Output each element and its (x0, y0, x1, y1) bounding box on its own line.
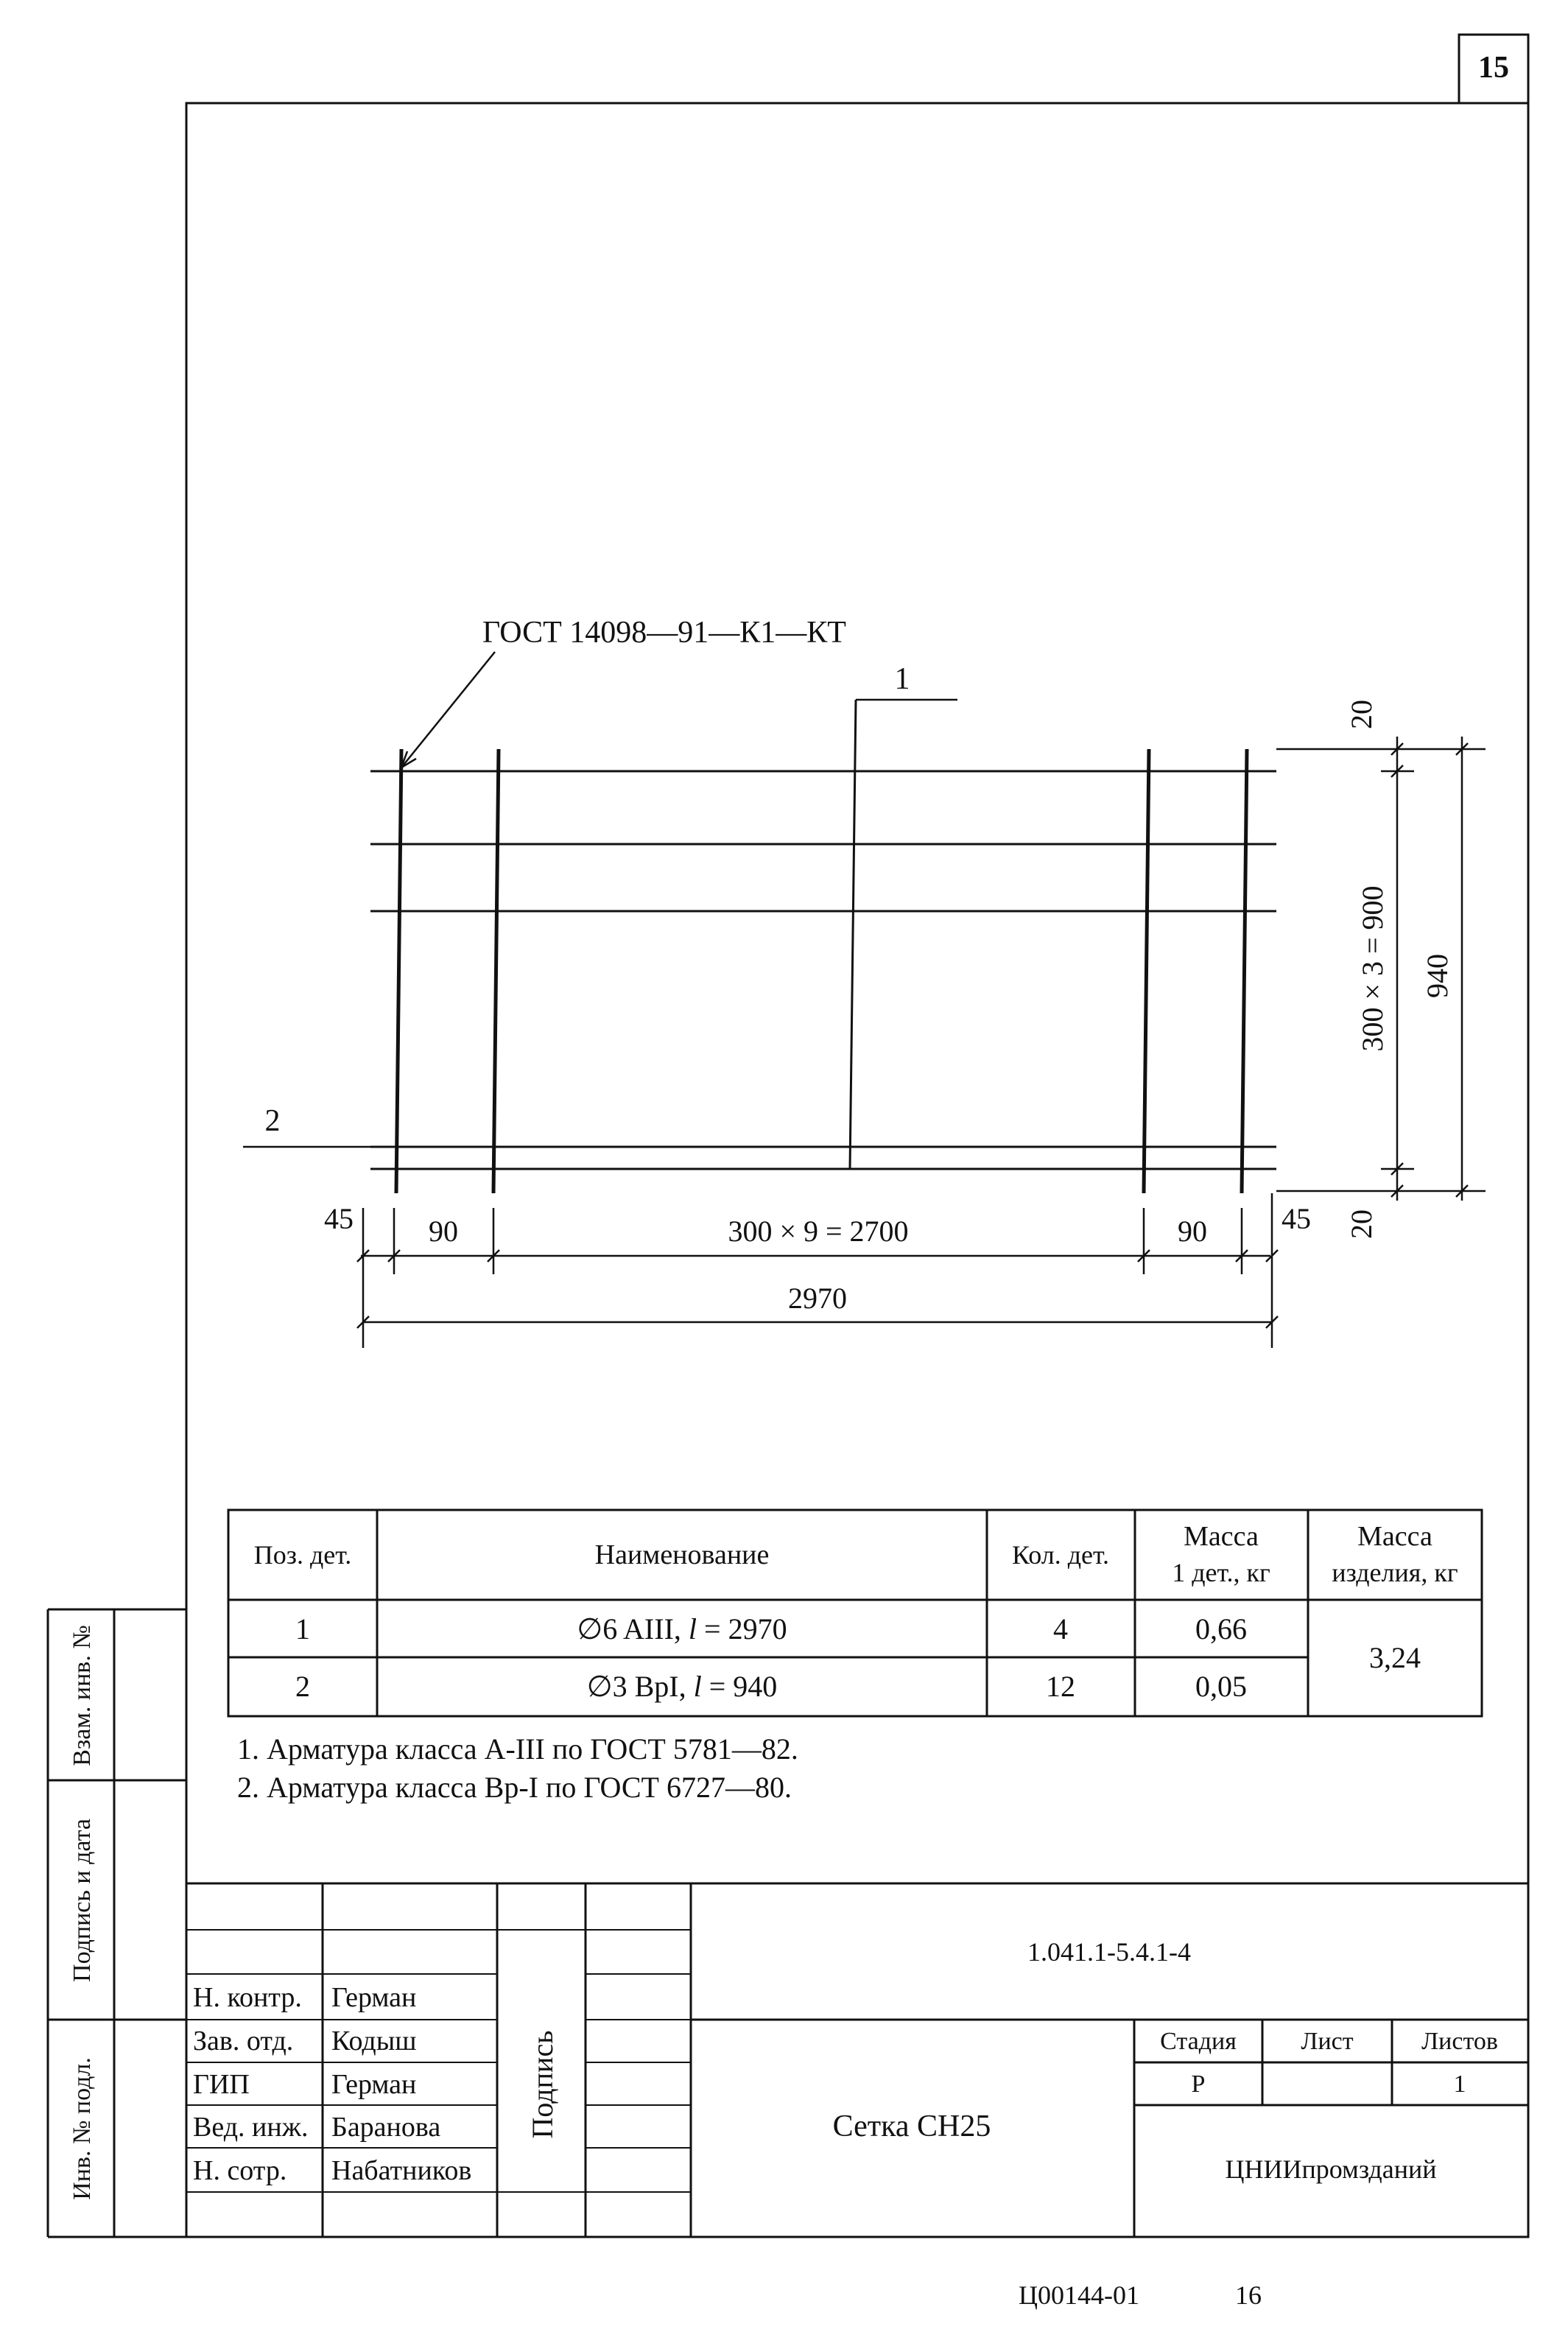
role-n-kontr: Н. контр. (193, 1982, 302, 2013)
page-number: 15 (1478, 51, 1509, 85)
name-gip: Герман (331, 2069, 417, 2100)
spec-total-mass: 3,24 (1369, 1641, 1421, 1674)
side-stamp-vzam: Взам. инв. № (68, 1625, 96, 1766)
spec-row1-name-l: l (688, 1612, 697, 1645)
side-stamp-podpis-data: Подпись и дата (68, 1819, 96, 1982)
stage-value: Р (1191, 2070, 1206, 2098)
spec-header-mass-one-1: Масса (1184, 1521, 1259, 1552)
name-zav-otd: Кодыш (331, 2026, 417, 2056)
note-1: 1. Арматура класса А-III по ГОСТ 5781—82. (237, 1732, 798, 1766)
dim-45-right: 45 (1282, 1202, 1311, 1235)
footer-code: Ц00144-01 (1019, 2280, 1139, 2310)
gost-label: ГОСТ 14098—91—К1—КТ (482, 616, 846, 650)
note-2: 2. Арматура класса Вр-I по ГОСТ 6727—80. (237, 1771, 792, 1804)
role-n-sotr: Н. сотр. (193, 2155, 287, 2186)
dim-total-y: 940 (1421, 954, 1454, 998)
spec-row2-name-suffix: = 940 (701, 1670, 778, 1703)
role-ved-inzh: Вед. инж. (193, 2112, 309, 2143)
name-ved-inzh: Баранова (331, 2112, 441, 2143)
drawing-title: Сетка СН25 (832, 2110, 991, 2143)
stage-header: Стадия (1160, 2028, 1237, 2055)
sheet-header: Лист (1301, 2028, 1354, 2055)
spec-row1-name (577, 1612, 787, 1645)
spec-header-pos: Поз. дет. (253, 1540, 352, 1570)
footer-page: 16 (1235, 2280, 1262, 2310)
spec-row1-qty: 4 (1053, 1612, 1068, 1645)
title-block-rows (186, 1930, 691, 2237)
role-gip: ГИП (193, 2069, 250, 2100)
signature-label: Подпись (526, 2030, 559, 2139)
spec-row1-name-suffix: = 2970 (697, 1612, 787, 1645)
pos1-label: 1 (894, 662, 910, 696)
spec-row2-qty: 12 (1046, 1670, 1075, 1703)
spec-header-name: Наименование (594, 1539, 770, 1570)
spec-row2-name-l: l (693, 1670, 702, 1703)
organization: ЦНИИпромзданий (1225, 2154, 1437, 2184)
doc-code: 1.041.1-5.4.1-4 (1027, 1937, 1191, 1967)
spec-row2-pos: 2 (295, 1670, 310, 1703)
spec-row2-mass: 0,05 (1195, 1670, 1247, 1703)
name-n-sotr: Набатников (331, 2155, 472, 2186)
dim-pitch-y: 300 × 3 = 900 (1356, 885, 1389, 1052)
sheets-value: 1 (1453, 2070, 1466, 2098)
spec-row1-pos: 1 (295, 1612, 310, 1645)
spec-header-mass-item-1: Масса (1357, 1521, 1432, 1552)
dim-20-bottom: 20 (1345, 1209, 1378, 1239)
role-zav-otd: Зав. отд. (193, 2026, 294, 2056)
spec-header-mass-item-2: изделия, кг (1332, 1558, 1458, 1587)
gost-leader (401, 652, 495, 767)
dim-90-right: 90 (1178, 1215, 1207, 1248)
spec-table-grid (228, 1510, 1482, 1716)
dim-90-left: 90 (429, 1215, 458, 1248)
spec-row2-name-prefix: ∅3 BpI, (586, 1670, 694, 1703)
spec-header-mass-one-2: 1 дет., кг (1172, 1558, 1270, 1587)
spec-header-qty: Кол. дет. (1011, 1540, 1110, 1570)
dim-total-x: 2970 (788, 1282, 847, 1315)
dim-20-top: 20 (1345, 700, 1378, 729)
spec-row1-name-prefix: ∅6 AIII, (577, 1612, 689, 1645)
name-n-kontr: Герман (331, 1982, 417, 2013)
side-stamp-inv-podl: Инв. № подл. (68, 2057, 96, 2200)
spec-row2-name (587, 1670, 778, 1703)
mesh-transverse-bars (396, 749, 1247, 1193)
mesh-longitudinal-bars (370, 771, 1276, 1169)
sheets-header: Листов (1421, 2028, 1498, 2055)
dim-45-left: 45 (324, 1202, 354, 1235)
dim-pitch-x: 300 × 9 = 2700 (728, 1215, 909, 1248)
spec-row1-mass: 0,66 (1195, 1612, 1247, 1645)
pos2-label: 2 (264, 1104, 281, 1138)
